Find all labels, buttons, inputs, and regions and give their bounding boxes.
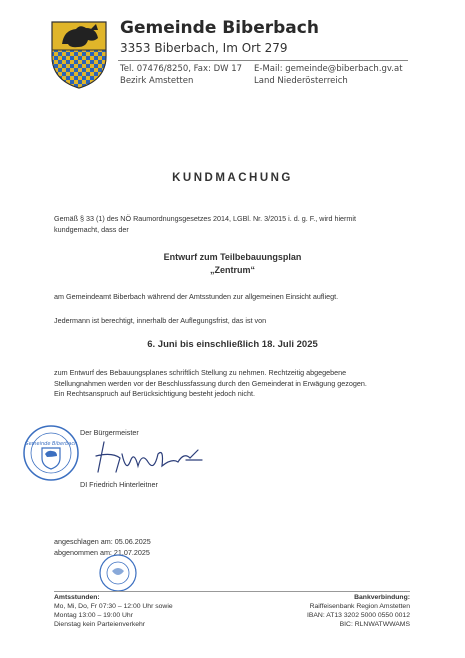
state: Land Niederösterreich bbox=[254, 76, 348, 86]
phone-fax: Tel. 07476/8250, Fax: DW 17 bbox=[120, 64, 243, 74]
municipality-name: Gemeinde Biberbach bbox=[120, 18, 319, 38]
everyone-line: Jedermann ist berechtigt, innerhalb der Auflegungsfrist, das ist von bbox=[54, 316, 267, 325]
statement-paragraph bbox=[54, 368, 414, 400]
intro-paragraph bbox=[54, 214, 414, 235]
intro-line-1: Gemäß § 33 (1) des NÖ Raumordnungsgesetzes 2014, LGBl. Nr. 3/2015 i. d. g. F., wird hiermit bbox=[54, 214, 357, 223]
bank-name: Raiffeisenbank Region Amstetten bbox=[309, 603, 410, 610]
signature-scribble bbox=[92, 432, 204, 480]
bank-iban: IBAN: AT13 3202 5000 0550 0012 bbox=[306, 612, 410, 619]
header-divider bbox=[118, 60, 408, 61]
district: Bezirk Amstetten bbox=[120, 76, 194, 86]
hours-label: Amtsstunden: bbox=[54, 594, 100, 601]
bank-label: Bankverbindung: bbox=[354, 594, 410, 601]
statement-line-3: Ein Rechtsanspruch auf Berücksichtigung besteht jedoch nicht. bbox=[54, 389, 255, 398]
plan-title: Entwurf zum Teilbebauungsplan bbox=[163, 252, 302, 262]
office-line: am Gemeindeamt Biberbach während der Amtsstunden zur allgemeinen Einsicht aufliegt. bbox=[54, 292, 339, 301]
hours-line-1: Mo, Mi, Do, Fr 07:30 – 12:00 Uhr sowie bbox=[54, 603, 173, 610]
mayor-name: DI Friedrich Hinterleitner bbox=[80, 480, 158, 489]
seal-text: Gemeinde Biberbach bbox=[24, 441, 78, 447]
posting-stamp bbox=[98, 553, 138, 593]
bank-bic: BIC: RLNWATWWAMS bbox=[339, 621, 410, 628]
municipality-address: 3353 Biberbach, Im Ort 279 bbox=[120, 41, 288, 55]
display-period: 6. Juni bis einschließlich 18. Juli 2025 bbox=[147, 339, 318, 350]
document-title: KUNDMACHUNG bbox=[172, 172, 293, 184]
municipal-seal bbox=[22, 424, 80, 482]
statement-line-2: Stellungnahmen werden vor der Beschlussfassung durch den Gemeinderat in Erwägung gezogen. bbox=[54, 378, 367, 388]
plan-subtitle: „Zentrum“ bbox=[210, 265, 255, 275]
mayor-role: Der Bürgermeister bbox=[80, 428, 139, 437]
posted-date: angeschlagen am: 05.06.2025 bbox=[54, 537, 151, 546]
footer-divider bbox=[54, 591, 410, 592]
hours-line-2: Montag 13:00 – 19:00 Uhr bbox=[54, 612, 133, 619]
hours-line-3: Dienstag kein Parteienverkehr bbox=[54, 621, 146, 628]
email-address: E-Mail: gemeinde@biberbach.gv.at bbox=[254, 64, 403, 74]
bank-details bbox=[307, 593, 410, 629]
office-hours bbox=[54, 593, 173, 629]
removed-date: abgenommen am: 21.07.2025 bbox=[54, 548, 150, 557]
intro-line-2: kundgemacht, dass der bbox=[54, 224, 129, 234]
crest-logo bbox=[50, 20, 108, 90]
statement-line-1: zum Entwurf des Bebauungsplanes schriftlich Stellung zu nehmen. Rechtzeitig abgegebene bbox=[54, 368, 347, 377]
